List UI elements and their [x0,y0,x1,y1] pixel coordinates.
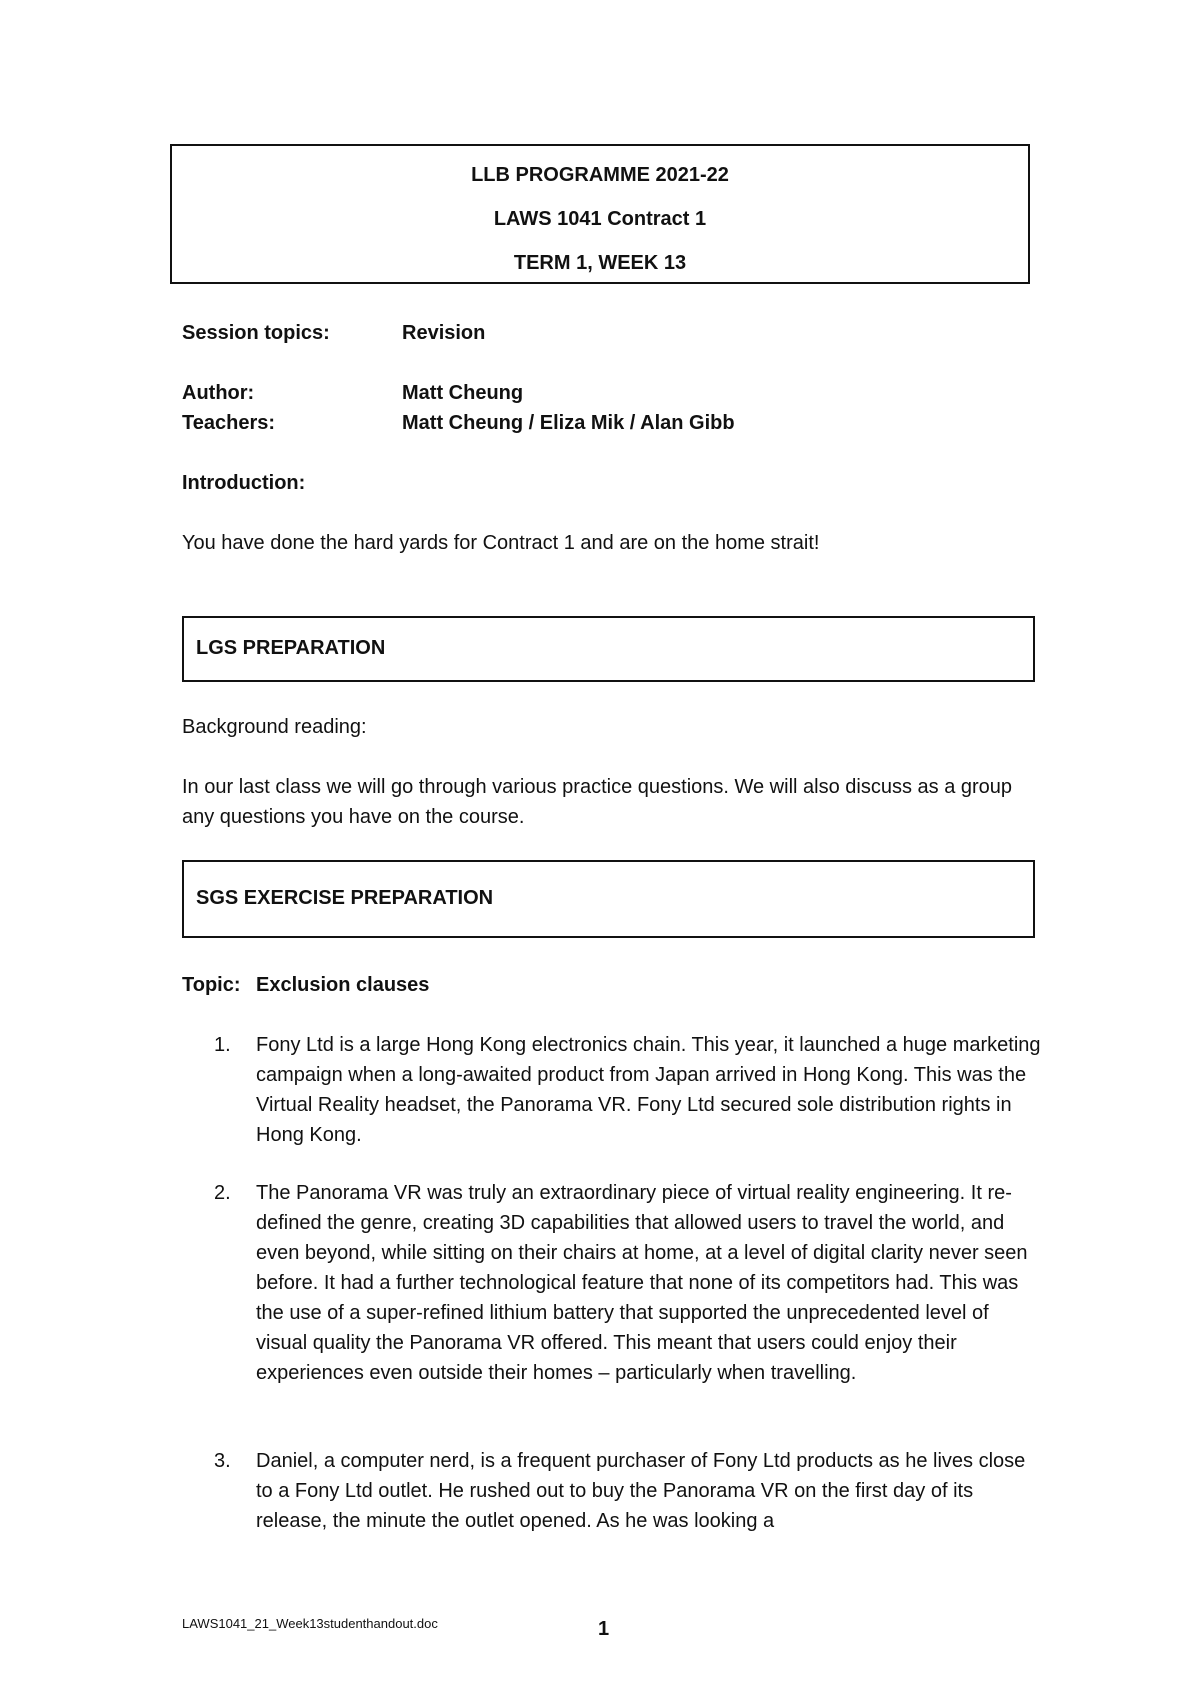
lgs-preparation-title: LGS PREPARATION [196,637,386,659]
list-item-number: 1. [214,1034,231,1056]
page-number: 1 [598,1618,610,1640]
session-topics-label: Session topics: [182,322,330,344]
teachers-row [182,412,735,435]
header-box [170,144,1030,284]
session-topics-row [182,322,485,345]
background-reading-label: Background reading: [182,716,367,738]
term-week-title: TERM 1, WEEK 13 [513,252,687,274]
sgs-preparation-box [182,860,1035,938]
course-title: LAWS 1041 Contract 1 [493,208,707,230]
introduction-heading: Introduction: [182,472,306,494]
programme-title: LLB PROGRAMME 2021-22 [471,164,729,186]
author-label: Author: [182,382,255,404]
list-item-text: Daniel, a computer nerd, is a frequent purchaser of Fony Ltd products as he lives close to a Fony Ltd outlet. He rushed out to buy the Panorama VR on the first day of its release, the minute the outlet opened. As he was looking a [256,1450,1026,1532]
lgs-preparation-box [182,616,1035,682]
topic-row [182,974,429,997]
list-item-number: 2. [214,1182,231,1204]
lgs-description: In our last class we will go through various practice questions. We will also discuss as a group any questions you have on the course. [182,776,1013,828]
list-item-text: Fony Ltd is a large Hong Kong electronics chain. This year, it launched a huge marketing campaign when a long-awaited product from Japan arrived in Hong Kong. This was the Virtual Reality headset, the Panorama VR. Fony Ltd secured sole distribution rights in Hong Kong. [256,1034,1041,1146]
author-row [182,382,523,405]
list-item [214,1446,1044,1536]
sgs-preparation-title: SGS EXERCISE PREPARATION [196,887,494,909]
footer-filename: LAWS1041_21_Week13studenthandout.doc [182,1616,438,1631]
list-item-text: The Panorama VR was truly an extraordinary piece of virtual reality engineering. It re-defined the genre, creating 3D capabilities that allowed users to travel the world, and even beyond, while sitting on their chairs at home, at a level of digital clarity never seen before. It had a further technological feature that none of its competitors had. This was the use of a super-refined lithium battery that supported the unprecedented level of visual quality the Panorama VR offered. This meant that users could enjoy their experiences even outside their homes – particularly when travelling. [256,1182,1028,1384]
list-item-number: 3. [214,1450,231,1472]
topic-label: Topic: [182,974,241,996]
teachers-value: Matt Cheung / Eliza Mik / Alan Gibb [402,412,735,434]
author-value: Matt Cheung [402,382,524,404]
session-topics-value: Revision [402,322,486,344]
topic-value: Exclusion clauses [256,974,430,996]
teachers-label: Teachers: [182,412,276,434]
list-item [214,1178,1044,1388]
list-item [214,1030,1044,1150]
introduction-text: You have done the hard yards for Contract 1 and are on the home strait! [182,532,820,554]
